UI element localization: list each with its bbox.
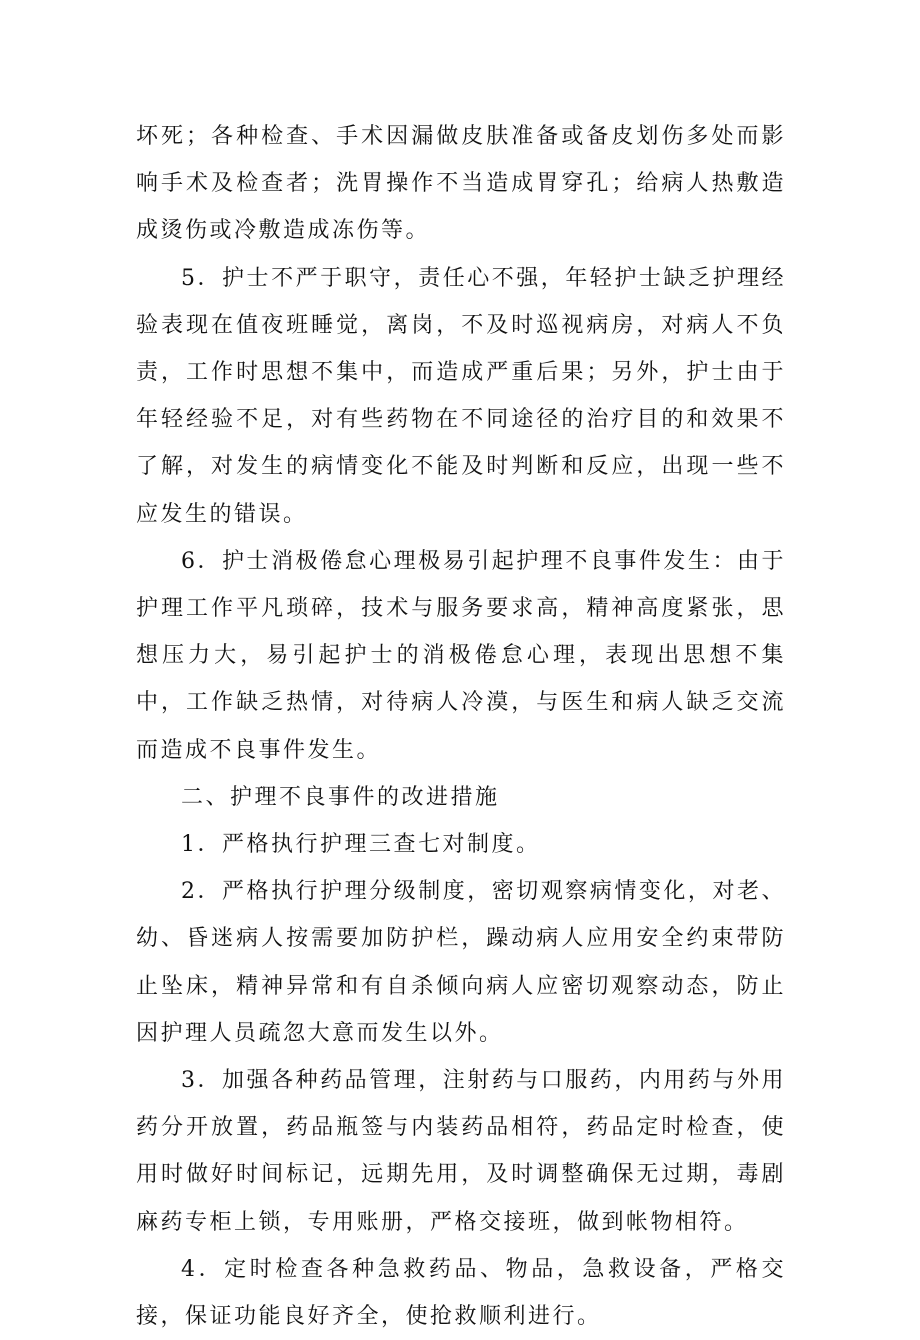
paragraph-measure-1: 1．严格执行护理三查七对制度。 <box>181 832 541 858</box>
paragraph-item-6: 6．护士消极倦怠心理极易引起护理不良事件发生：由于护理工作平凡琐碎，技术与服务要求高，精神高度紧张，思想压力大，易引起护士的消极倦怠心理，表现出思想不集中，工作缺乏热情，对待病人冷漠，与医生和病人缺乏交流而造成不良事件发生。 <box>136 548 786 763</box>
paragraph-measure-3: 3．加强各种药品管理，注射药与口服药，内用药与外用药分开放置，药品瓶签与内装药品相符，药品定时检查，使用时做好时间标记，远期先用，及时调整确保无过期，毒剧麻药专柜上锁，专用账册，严格交接班，做到帐物相符。 <box>136 1068 786 1235</box>
paragraph-measure-4: 4．定时检查各种急救药品、物品，急救设备，严格交接，保证功能良好齐全，使抢救顺利进行。 <box>136 1256 786 1330</box>
paragraph-item-5: 5．护士不严于职守，责任心不强，年轻护士缺乏护理经验表现在值夜班睡觉，离岗，不及时巡视病房，对病人不负责，工作时思想不集中，而造成严重后果；另外，护士由于年轻经验不足，对有些药物在不同途径的治疗目的和效果不了解，对发生的病情变化不能及时判断和反应，出现一些不应发生的错误。 <box>136 265 786 527</box>
paragraph-measure-2: 2．严格执行护理分级制度，密切观察病情变化，对老、幼、昏迷病人按需要加防护栏，躁动病人应用安全约束带防止坠床，精神异常和有自杀倾向病人应密切观察动态，防止因护理人员疏忽大意而发生以外。 <box>136 879 786 1046</box>
document-body <box>136 113 786 1340</box>
section-heading-improvement: 二、护理不良事件的改进措施 <box>181 784 500 810</box>
paragraph-continued-necrosis: 坏死；各种检查、手术因漏做皮肤准备或备皮划伤多处而影响手术及检查者；洗胃操作不当造成胃穿孔；给病人热敷造成烫伤或冷敷造成冻伤等。 <box>136 124 786 244</box>
